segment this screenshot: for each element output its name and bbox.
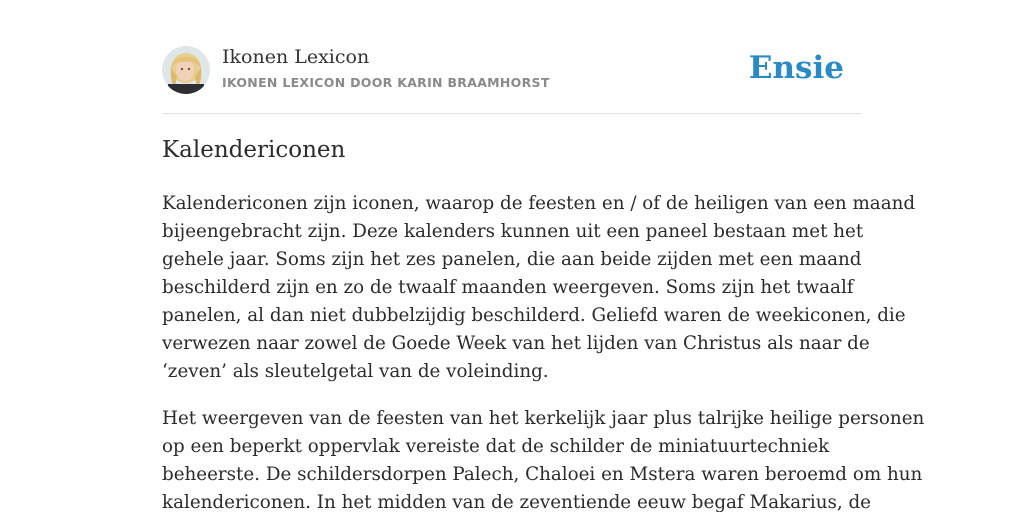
paragraph-spacer — [162, 386, 862, 405]
avatar-portrait-icon — [162, 46, 210, 94]
text-line: gehele jaar. Soms zijn het zes panelen, die aan beide zijden met een maand — [162, 249, 862, 270]
author-avatar[interactable] — [162, 46, 210, 94]
author-subtitle[interactable]: IKONEN LEXICON DOOR KARIN BRAAMHORST — [222, 75, 550, 90]
text-line: verwezen naar zowel de Goede Week van het lijden van Christus als naar de — [162, 333, 870, 354]
text-line: Kalendericonen zijn iconen, waarop de feesten en / of de heiligen van een maand — [162, 193, 916, 214]
article-title: Kalendericonen — [162, 137, 346, 163]
text-line: panelen, al dan niet dubbelzijdig beschilderd. Geliefd waren de weekiconen, die — [162, 305, 906, 326]
text-line: op een beperkt oppervlak vereiste dat de schilder de miniatuurtechniek — [162, 436, 830, 457]
text-line: Het weergeven van de feesten van het kerkelijk jaar plus talrijke heilige personen — [162, 408, 925, 429]
article-header — [162, 46, 862, 96]
author-name[interactable]: Ikonen Lexicon — [222, 46, 370, 68]
article-body — [162, 190, 925, 512]
paragraph-2 — [162, 405, 925, 512]
text-line: beschilderd zijn en zo de twaalf maanden weergeven. Soms zijn het twaalf — [162, 277, 854, 298]
paragraph-1 — [162, 190, 916, 386]
text-line: beheerste. De schildersdorpen Palech, Chaloei en Mstera waren beroemd om hun — [162, 464, 923, 485]
text-line: kalendericonen. In het midden van de zeventiende eeuw begaf Makarius, de — [162, 492, 871, 512]
brand-logo[interactable]: Ensie — [748, 50, 844, 86]
text-line: bijeengebracht zijn. Deze kalenders kunnen uit een paneel bestaan met het — [162, 221, 864, 242]
header-divider — [162, 113, 862, 114]
text-line: ‘zeven’ als sleutelgetal van de voleinding. — [162, 361, 549, 382]
